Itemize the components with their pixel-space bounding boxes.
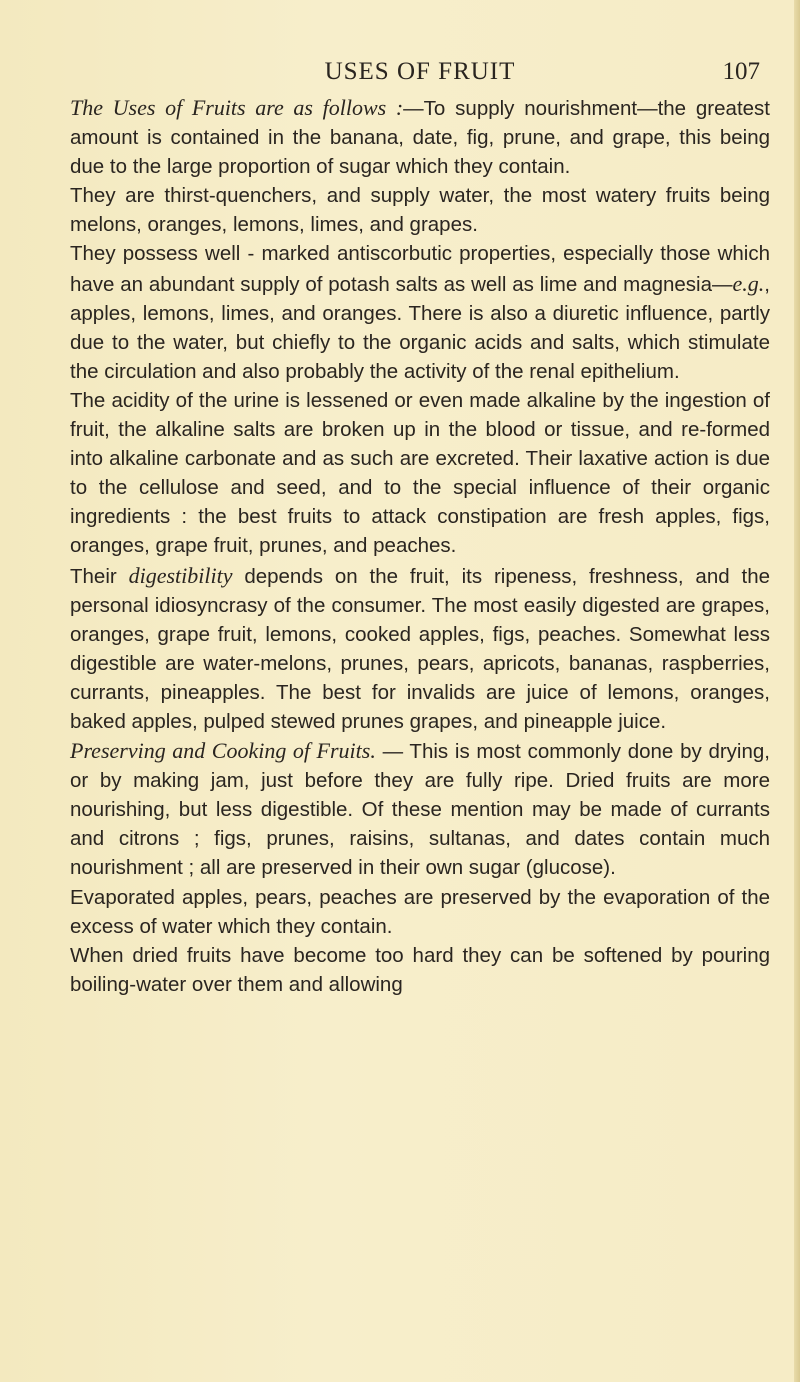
paragraph-text: When dried fruits have become too hard they can be softened by pouring boiling-water over them and allowing xyxy=(70,943,770,996)
paragraph-preserving xyxy=(70,736,770,882)
section-heading-uses: The Uses of Fruits are as follows : xyxy=(70,95,404,120)
paragraph-text: They are thirst-quenchers, and supply water, the most watery fruits being melons, oranges, lemons, limes, and grapes. xyxy=(70,184,770,237)
paragraph-text: —To supply nourishment—the greatest amount is contained in the banana, date, fig, prune, and grape, this being due to the large proportion of sugar which they contain. xyxy=(70,97,770,179)
paragraph-text: The acidity of the urine is lessened or even made alkaline by the ingestion of fruit, the alkaline salts are broken up in the blood or tissue, and re-formed into alkaline carbonate and as such are excreted. Their laxative action is due to the cellulose and seed, and to the special influence of their organic ingredients : the best fruits to attack constipation are fresh apples, figs, oranges, grape fruit, prunes, and peaches. xyxy=(70,388,770,558)
paragraph-antiscorbutic xyxy=(70,239,770,385)
emphasis-digestibility: digestibility xyxy=(128,562,233,588)
page-header xyxy=(70,58,770,88)
section-heading-preserving: Preserving and Cooking of Fruits. xyxy=(70,738,376,764)
paragraph-text: They possess well - marked antiscorbutic properties, especially those which have an abundant supply of potash salts as well as lime and magnesia— xyxy=(70,242,770,296)
paragraph-text: , apples, lemons, limes, and oranges. There is also a diuretic influence, partly due to the water, but chiefly to the organic acids and salts, which stimulate the circulation and also probably the activity of the renal epithelium. xyxy=(70,272,770,383)
paragraph-text: depends on the fruit, its ripeness, freshness, and the personal idiosyncrasy of the consumer. The most easily digested are grapes, oranges, grape fruit, lemons, cooked apples, figs, peaches. Somewhat less digestible are water-melons, prunes, pears, apricots, bananas, raspberries, currants, pineapples. The best for invalids are juice of lemons, oranges, baked apples, pulped stewed prunes grapes, and pineapple juice. xyxy=(70,564,770,733)
paragraph-digestibility xyxy=(70,561,770,737)
paragraph-text: Their xyxy=(70,564,129,588)
paragraph-dried xyxy=(70,941,770,999)
paragraph-evaporated xyxy=(70,883,770,941)
paragraph-uses xyxy=(70,93,770,181)
paragraph-text: Evaporated apples, pears, peaches are preserved by the evaporation of the excess of water which they contain. xyxy=(70,885,770,938)
paragraph-thirst xyxy=(70,181,770,239)
abbreviation-eg: e.g. xyxy=(732,270,765,296)
page-number: 107 xyxy=(722,58,760,85)
paragraph-text: — This is most commonly done by drying, or by making jam, just before they are fully ripe. Dried fruits are more nourishing, but less digestible. Of these mention may be made of currants and citrons ; figs, prunes, raisins, sultanas, and dates contain much nourishment ; all are preserved in their own sugar (glucose). xyxy=(70,740,770,880)
page-edge xyxy=(794,0,800,1382)
running-head: USES OF FRUIT xyxy=(324,58,516,85)
paragraph-acidity xyxy=(70,386,770,561)
body-text xyxy=(70,93,770,999)
